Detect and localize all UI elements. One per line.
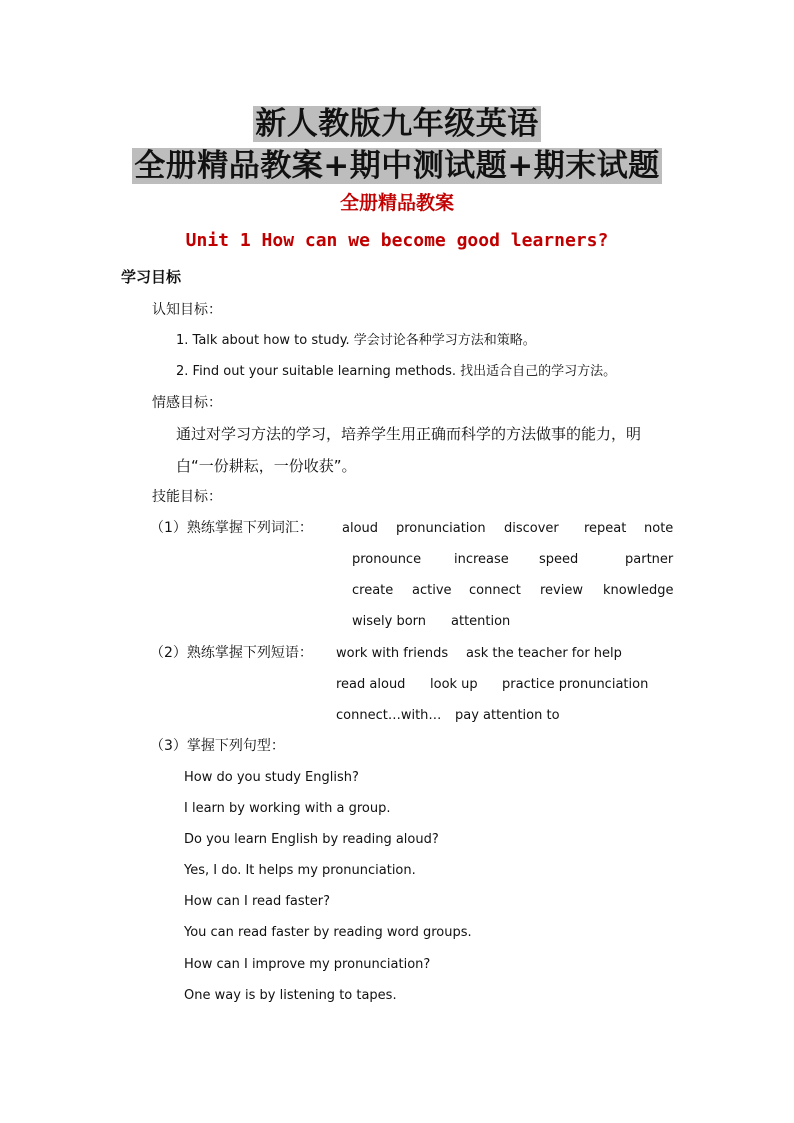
skills-label: 技能目标：: [152, 489, 222, 505]
vocab-word: review: [540, 583, 583, 598]
vocab-word: wisely born: [352, 614, 427, 629]
phrase-item: work with friends: [336, 646, 449, 661]
sentence-item: I learn by working with a group.: [184, 801, 391, 816]
vocab-word: speed: [539, 552, 579, 567]
affective-label: 情感目标：: [152, 395, 222, 411]
vocab-word: create: [352, 583, 394, 598]
phrase-item: connect…with…: [336, 708, 442, 723]
vocab-word: active: [412, 583, 452, 598]
sentence-item: Do you learn English by reading aloud?: [184, 832, 439, 847]
phrase-item: read aloud: [336, 677, 406, 692]
vocab-word: pronunciation: [396, 521, 486, 536]
sentence-item: How do you study English?: [184, 770, 359, 785]
sentence-item: How can I read faster?: [184, 894, 331, 909]
cognitive-item: 1. Talk about how to study. 学会讨论各种学习方法和策略。: [176, 333, 536, 348]
main-title-line-1: 新人教版九年级英语: [255, 106, 539, 142]
vocab-word: pronounce: [352, 552, 422, 567]
affective-line: 通过对学习方法的学习，培养学生用正确而科学的方法做事的能力，明: [176, 425, 642, 443]
vocab-word: knowledge: [603, 583, 674, 598]
vocab-word: discover: [504, 521, 559, 536]
vocab-word: repeat: [584, 521, 627, 536]
phrase-item: pay attention to: [455, 708, 560, 723]
vocab-label: （1）熟练掌握下列词汇：: [150, 520, 313, 536]
vocab-word: note: [644, 521, 674, 536]
vocab-word: connect: [469, 583, 521, 598]
vocab-word: increase: [454, 552, 509, 567]
vocab-word: aloud: [342, 521, 379, 536]
phrase-item: ask the teacher for help: [466, 646, 622, 661]
unit-title: Unit 1 How can we become good learners?: [185, 230, 609, 251]
phrases-label: （2）熟练掌握下列短语：: [150, 645, 313, 661]
sentences-label: （3）掌握下列句型：: [150, 738, 285, 754]
phrase-item: practice pronunciation: [502, 677, 649, 692]
main-title-line-2: 全册精品教案+期中测试题+期末试题: [134, 148, 660, 184]
cognitive-item: 2. Find out your suitable learning methods. 找出适合自己的学习方法。: [176, 364, 617, 379]
affective-line: 白“一份耕耘，一份收获”。: [176, 457, 357, 475]
cognitive-label: 认知目标：: [152, 302, 222, 318]
sentence-item: You can read faster by reading word groups.: [184, 925, 472, 940]
section-subtitle: 全册精品教案: [339, 192, 454, 214]
phrase-item: look up: [430, 677, 478, 692]
sentence-item: How can I improve my pronunciation?: [184, 957, 431, 972]
vocab-word: attention: [451, 614, 511, 629]
vocab-word: partner: [625, 552, 674, 567]
objectives-heading: 学习目标: [121, 268, 182, 286]
sentence-item: Yes, I do. It helps my pronunciation.: [184, 863, 416, 878]
sentence-item: One way is by listening to tapes.: [184, 988, 397, 1003]
